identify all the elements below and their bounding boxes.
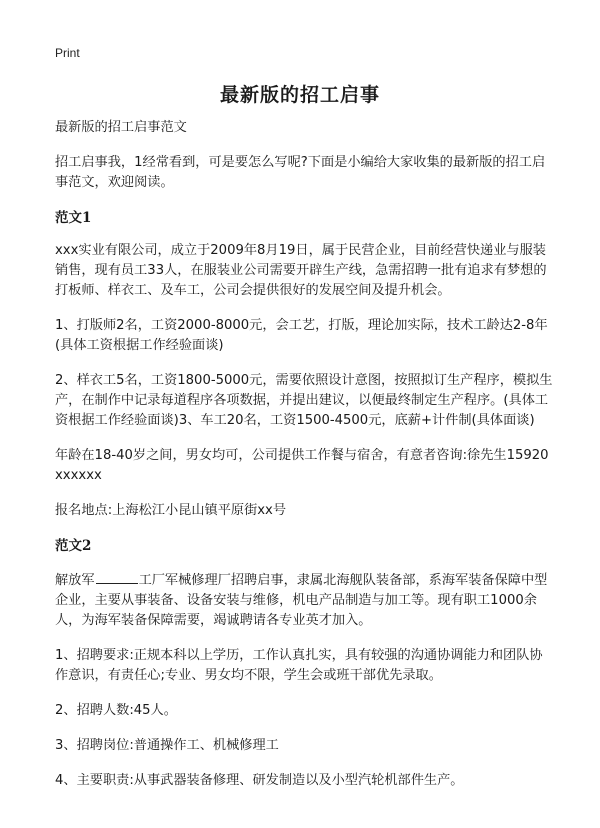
section1-paragraph: xxx实业有限公司，成立于2009年8月19日，属于民营企业，目前经营快递业与服装销售，现有员工33人，在服装业公司需要开辟生产线，急需招聘一批有追求有梦想的打板师、样衣工、及车工，公司会提供很好的发展空间及提升机会。	[55, 243, 547, 298]
section-heading-1: 范文1	[55, 210, 92, 226]
section2-paragraph: 2、招聘人数:45人。	[55, 703, 177, 718]
section1-paragraph: 1、打版师2名，工资2000-8000元，会工艺，打版，理论加实际，技术工龄达2-8年(具体工资根据工作经验面谈)	[55, 318, 548, 353]
section2-first-paragraph	[55, 569, 555, 631]
section1-paragraph: 2、样衣工5名，工资1800-5000元，需要依照设计意图，按照拟订生产程序，模拟生产，在制作中记录每道程序各项数据，并提出建议，以便最终制定生产程序。(具体工资根据工作经验面谈)3、车工20名，工资1500-4500元，底薪+计件制(具体面谈)	[55, 373, 553, 428]
section2-paragraph: 1、招聘要求:正规本科以上学历，工作认真扎实，具有较强的沟通协调能力和团队协作意识，有责任心;专业、男女均不限，学生会或班干部优先录取。	[55, 648, 543, 683]
article-subtitle: 最新版的招工启事范文	[55, 120, 187, 135]
section2-paragraph: 4、主要职责:从事武器装备修理、研发制造以及小型汽轮机部件生产。	[55, 773, 464, 788]
section2-paragraph: 3、招聘岗位:普通操作工、机械修理工	[55, 738, 279, 753]
section1-paragraph: 年龄在18-40岁之间，男女均可，公司提供工作餐与宿舍，有意者咨询:徐先生15920xxxxxx	[55, 448, 549, 483]
blank-underline	[96, 569, 138, 584]
print-link[interactable]: Print	[55, 46, 80, 60]
page-title: 最新版的招工启事	[219, 84, 380, 106]
section2-suffix: 工厂军械修理厂招聘启事，隶属北海舰队装备部，系海军装备保障中型企业，主要从事装备、设备安装与维修，机电产品制造与加工等。现有职工1000余人，为海军装备保障需要，竭诚聘请各专业英才加入。	[55, 573, 548, 628]
intro-paragraph: 招工启事我，1经常看到，可是要怎么写呢?下面是小编给大家收集的最新版的招工启事范文，欢迎阅读。	[55, 155, 546, 190]
section-heading-2: 范文2	[55, 538, 92, 554]
section1-paragraph: 报名地点:上海松江小昆山镇平原街xx号	[55, 503, 287, 518]
article-body	[55, 118, 555, 806]
section2-prefix: 解放军	[55, 573, 95, 588]
